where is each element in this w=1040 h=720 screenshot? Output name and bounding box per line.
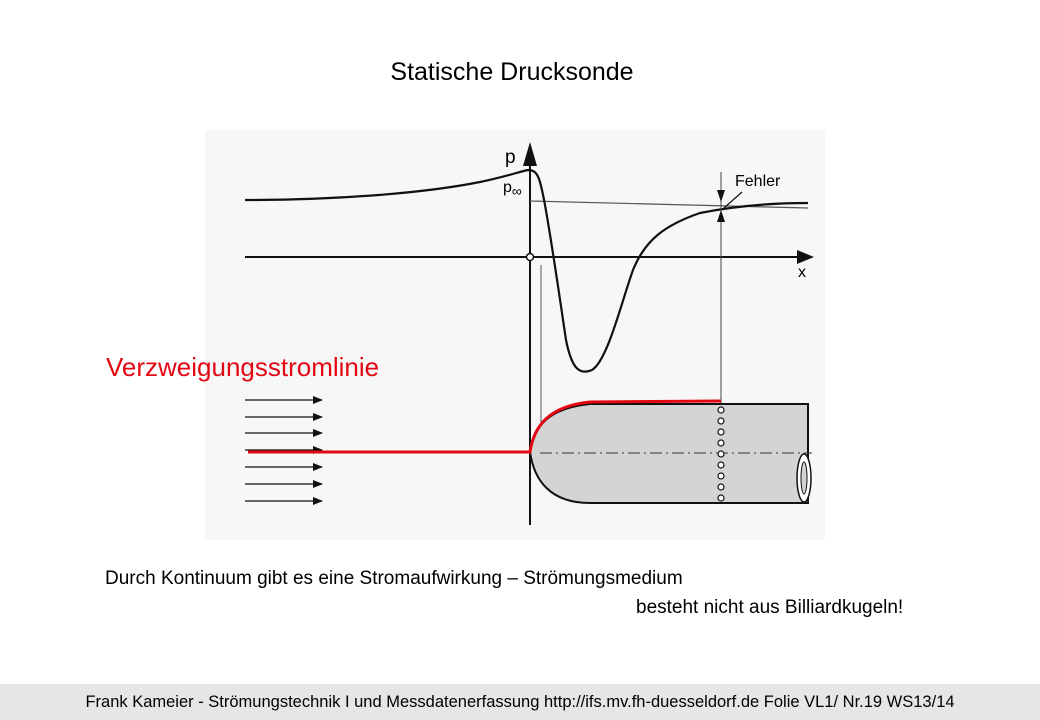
p-infinity-label: p∞: [503, 179, 522, 199]
footer-bar: [0, 684, 1040, 720]
origin-marker: [527, 254, 534, 261]
stagnation-streamline-label: Verzweigungsstromlinie: [106, 352, 380, 382]
static-pressure-holes: [718, 407, 724, 501]
footer-text: Frank Kameier - Strömungstechnik I und Messdatenerfassung http://ifs.mv.fh-duesseldorf.de Folie VL1/ Nr.19 WS13/14: [85, 693, 955, 711]
body-text-line-1: Durch Kontinuum gibt es eine Stromaufwirkung – Strömungsmedium: [105, 568, 683, 589]
slide-title: Statische Drucksonde: [390, 58, 634, 86]
x-axis-label: x: [798, 264, 806, 281]
p-axis-label: p: [505, 147, 516, 168]
probe-tube-end-inner: [801, 462, 807, 494]
error-label: Fehler: [735, 173, 781, 190]
body-text-line-2: besteht nicht aus Billiardkugeln!: [636, 597, 904, 618]
